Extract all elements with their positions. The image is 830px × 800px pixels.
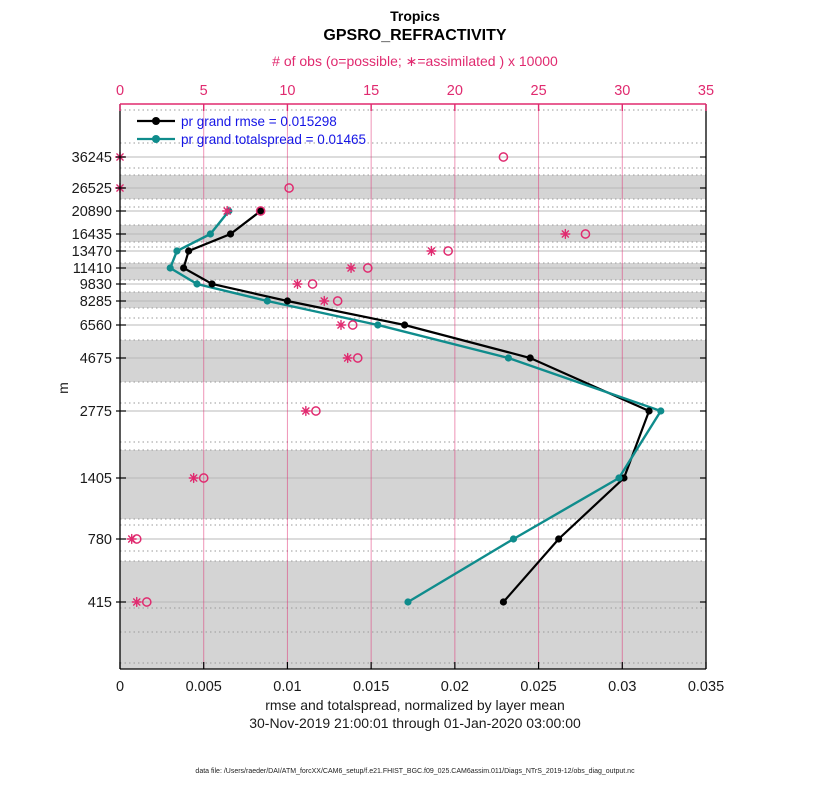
rmse-marker — [527, 354, 534, 361]
bottom-axis-tick-label: 0.035 — [687, 679, 725, 695]
bottom-axis-tick-label: 0.005 — [185, 679, 222, 695]
totalspread-marker — [207, 230, 214, 237]
totalspread-marker — [505, 354, 512, 361]
rmse-sample-marker — [152, 117, 160, 125]
level-tick-label: 36245 — [71, 150, 112, 166]
level-tick-label: 6560 — [79, 318, 112, 334]
totalspread-marker — [173, 247, 180, 254]
totalspread-marker — [615, 474, 622, 481]
y-axis-label: m — [55, 382, 71, 394]
top-axis-tick-label: 10 — [279, 83, 296, 99]
totalspread-sample-marker — [152, 135, 160, 143]
rmse-marker — [284, 297, 291, 304]
level-tick-label: 415 — [87, 595, 112, 611]
totalspread-marker — [193, 280, 200, 287]
rmse-marker — [555, 535, 562, 542]
bottom-axis-tick-label: 0.025 — [520, 679, 557, 695]
level-tick-label: 4675 — [79, 351, 112, 367]
date-range-subtitle: 30-Nov-2019 21:00:01 through 01-Jan-2020 03:00:00 — [249, 715, 581, 731]
rmse-marker — [500, 598, 507, 605]
bottom-axis-tick-label: 0.02 — [440, 679, 469, 695]
rmse-marker — [208, 280, 215, 287]
level-tick-label: 2775 — [79, 404, 112, 420]
level-tick-label: 13470 — [71, 244, 112, 260]
bottom-axis-tick-label: 0.015 — [352, 679, 390, 695]
legend-entry-totalspread — [136, 130, 366, 148]
totalspread-marker — [264, 297, 271, 304]
level-tick-label: 20890 — [71, 204, 112, 220]
layer-shade-band — [120, 263, 706, 280]
top-axis-tick-label: 15 — [363, 83, 380, 99]
level-tick-label: 780 — [87, 532, 112, 548]
layer-shade-band — [120, 175, 706, 199]
layer-shade-band — [120, 561, 706, 669]
top-axis-tick-label: 5 — [199, 83, 208, 99]
rmse-marker — [180, 264, 187, 271]
totalspread-line-sample — [136, 133, 176, 145]
level-tick-label: 9830 — [79, 277, 112, 293]
level-tick-label: 16435 — [71, 227, 112, 243]
level-tick-label: 8285 — [79, 294, 112, 310]
region-title: Tropics — [390, 8, 440, 24]
top-axis-label: # of obs (o=possible; ∗=assimilated ) x 10000 — [272, 53, 558, 69]
totalspread-marker — [404, 598, 411, 605]
top-axis-tick-label: 20 — [446, 83, 463, 99]
rmse-marker — [185, 247, 192, 254]
rmse-line-sample — [136, 115, 176, 127]
totalspread-marker — [167, 264, 174, 271]
rmse-marker — [645, 407, 652, 414]
level-tick-label: 26525 — [71, 181, 112, 197]
rmse-marker — [401, 321, 408, 328]
top-axis-tick-label: 25 — [530, 83, 547, 99]
bottom-axis-label: rmse and totalspread, normalized by layer mean — [265, 697, 565, 713]
legend-label-totalspread: pr grand totalspread = 0.01465 — [181, 131, 367, 147]
layer-shade-band — [120, 292, 706, 308]
level-tick-label: 1405 — [79, 471, 112, 487]
level-tick-label: 11410 — [72, 261, 112, 277]
totalspread-marker — [657, 407, 664, 414]
totalspread-marker — [510, 535, 517, 542]
bottom-axis-tick-label: 0 — [115, 679, 125, 695]
data-file-path: data file: /Users/raeder/DAI/ATM_forcXX/CAM6_setup/f.e21.FHIST_BGC.f09_025.CAM6assim.011/Diags_NTrS_2019-12/obs_diag_output.nc — [195, 768, 635, 775]
variable-title: GPSRO_REFRACTIVITY — [323, 27, 507, 44]
top-axis-tick-label: 30 — [614, 83, 631, 99]
top-axis-tick-label: 0 — [115, 83, 125, 99]
bottom-axis-tick-label: 0.01 — [273, 679, 302, 695]
legend-entry-rmse — [136, 112, 366, 130]
legend — [136, 112, 366, 148]
totalspread-marker — [374, 321, 381, 328]
layer-shade-band — [120, 340, 706, 382]
rmse-marker — [227, 230, 234, 237]
top-axis-tick-label: 35 — [697, 83, 715, 99]
bottom-axis-tick-label: 0.03 — [608, 679, 637, 695]
legend-label-rmse: pr grand rmse = 0.015298 — [181, 113, 337, 129]
